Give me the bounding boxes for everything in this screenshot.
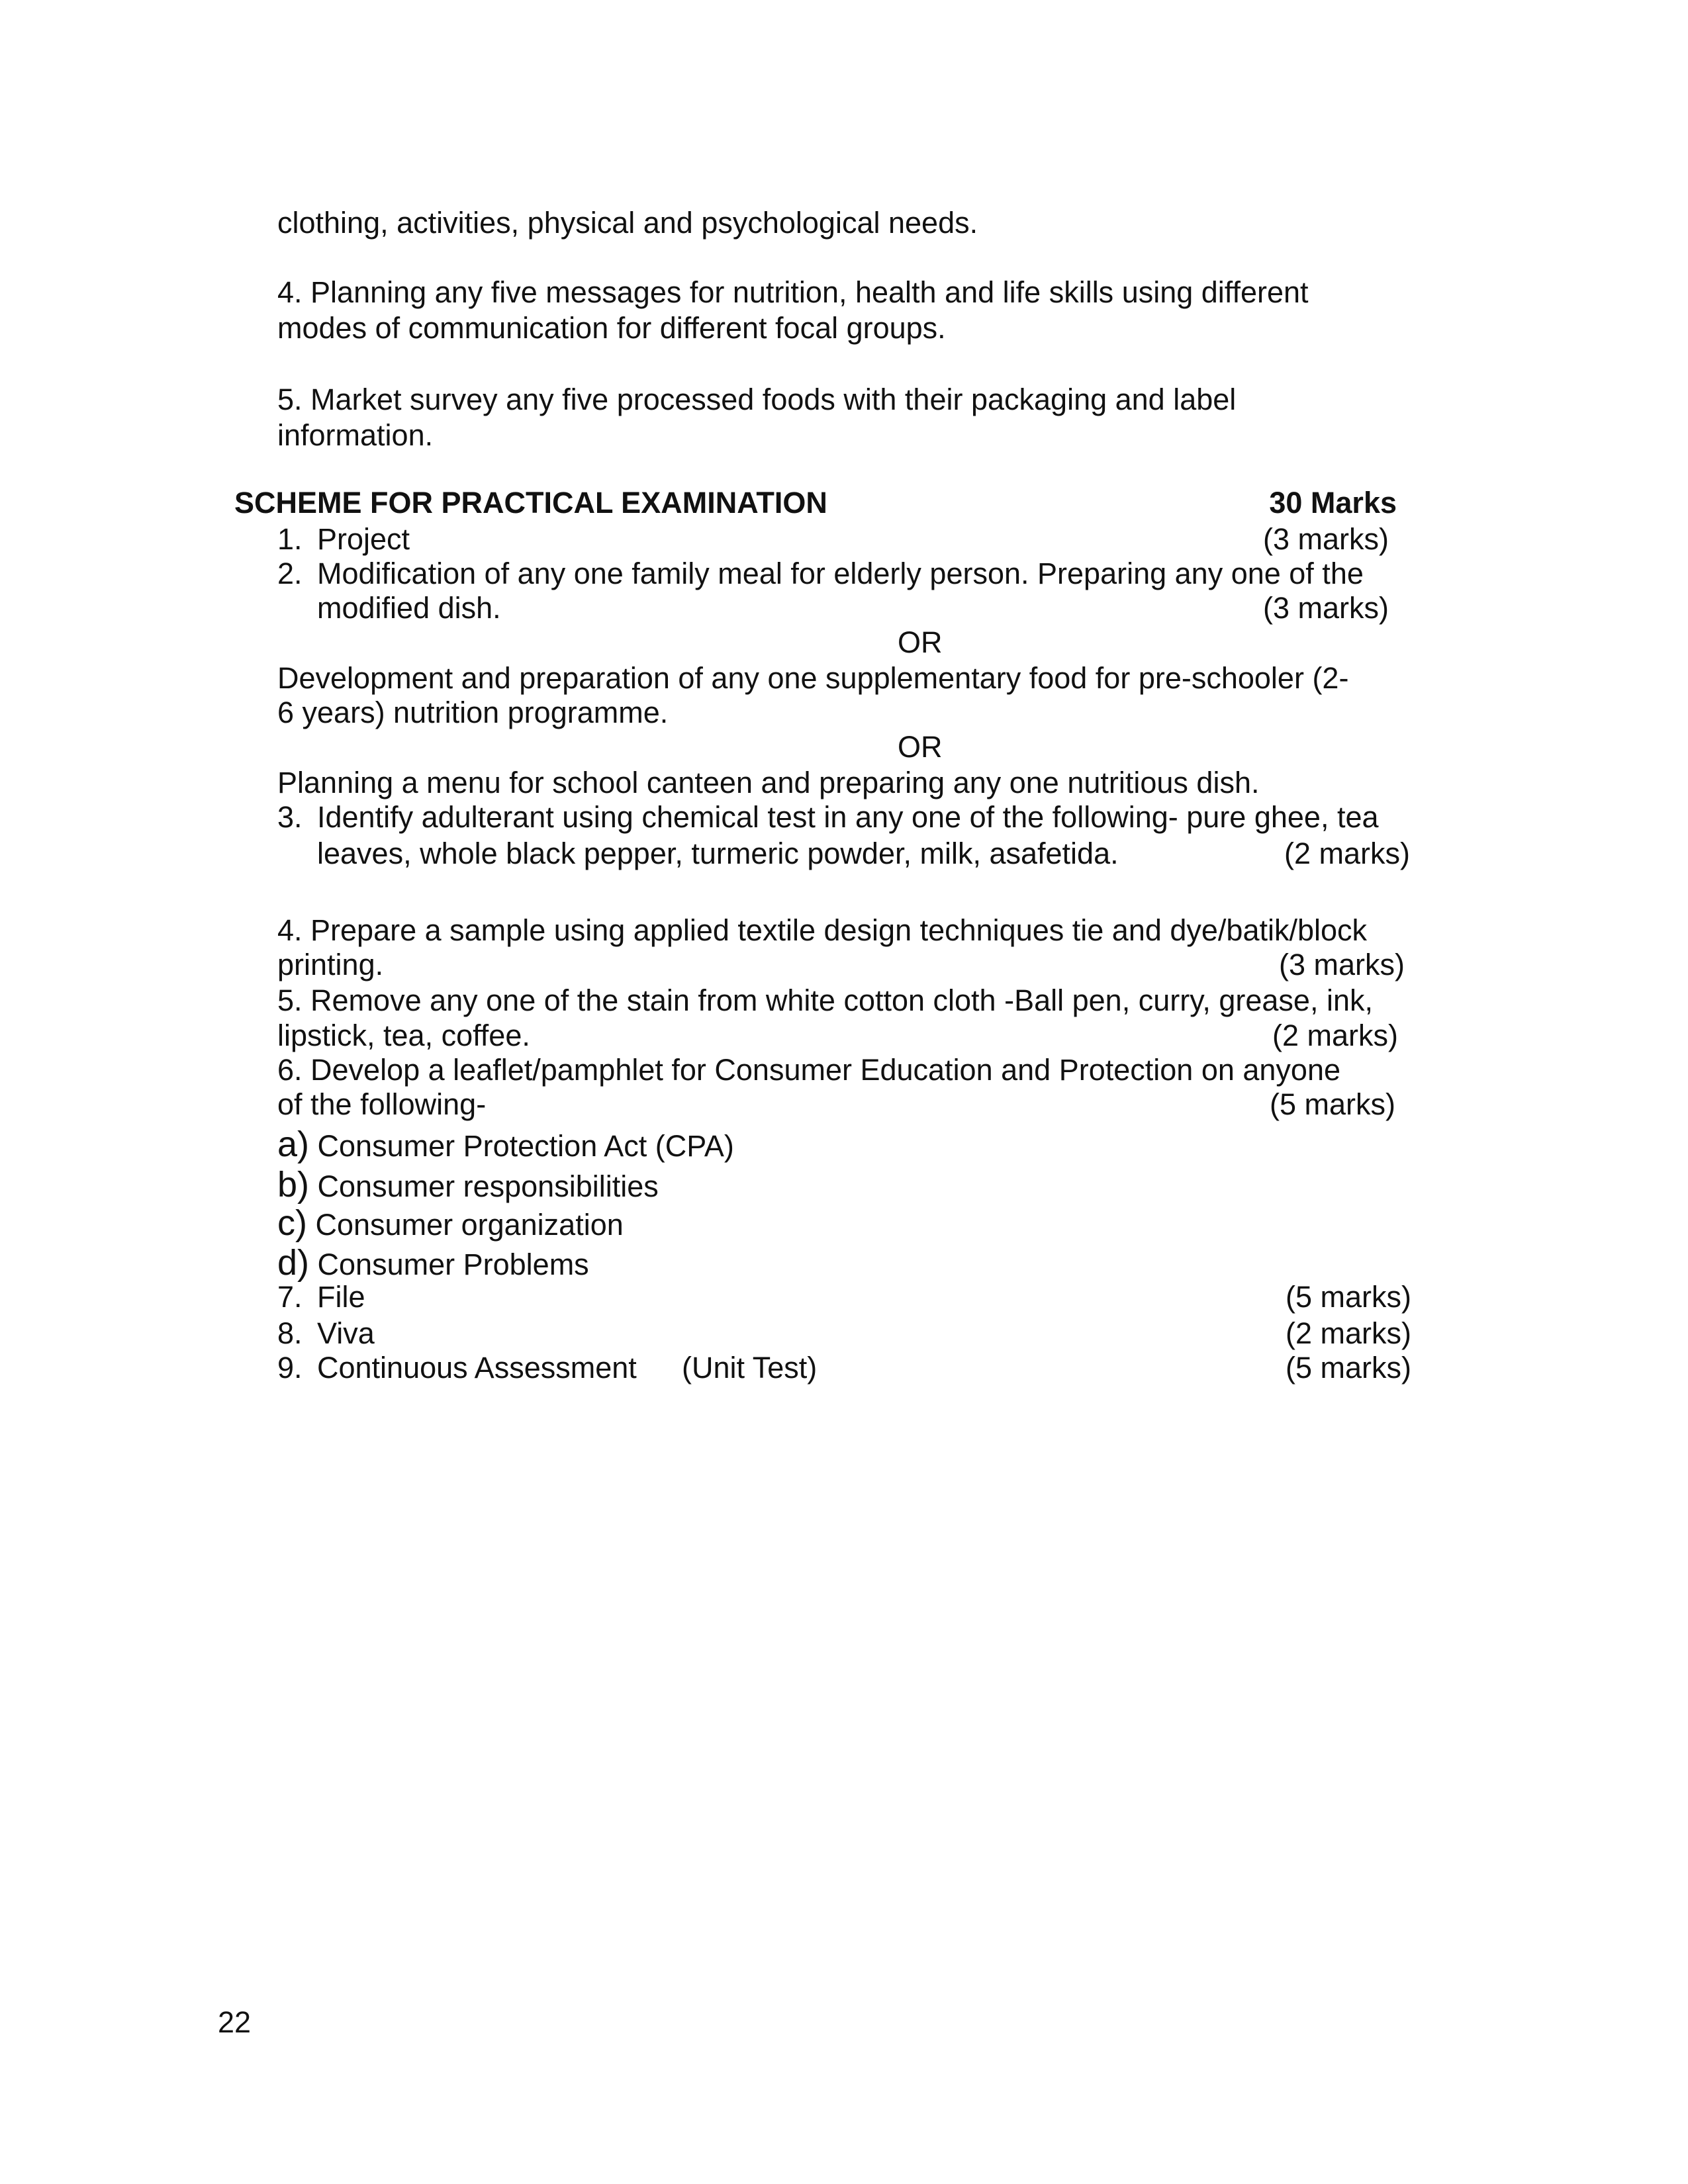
sub-item-text: Consumer Problems [317,1248,589,1281]
sub-item-a [277,1124,734,1164]
item-5-text-cont: lipstick, tea, coffee. [277,1019,530,1052]
item-8-number: 8. [277,1316,303,1350]
sub-item-letter: c) [277,1203,307,1243]
alternative-2: Planning a menu for school canteen and preparing any one nutritious dish. [277,766,1260,799]
sub-item-b [277,1167,659,1204]
item-1-number: 1. [277,522,303,556]
item-5-text: 5. Remove any one of the stain from white cotton cloth -Ball pen, curry, grease, ink, [277,983,1373,1017]
sub-item-text: Consumer Protection Act (CPA) [317,1129,734,1163]
item-9-extra: (Unit Test) [682,1351,818,1385]
sub-item-letter: b) [277,1165,310,1205]
item-8-text: Viva [317,1316,375,1350]
item-2-text: Modification of any one family meal for elderly person. Preparing any one of the [317,557,1364,590]
item-2-number: 2. [277,557,303,590]
sub-item-d [277,1243,589,1283]
intro-item-4-cont: modes of communication for different focal groups. [277,311,946,345]
item-8-marks: (2 marks) [1286,1316,1411,1350]
or-separator: OR [898,730,943,764]
item-3-marks: (2 marks) [1284,837,1410,870]
intro-item-5: 5. Market survey any five processed foods with their packaging and label [277,383,1237,416]
sub-item-letter: d) [277,1243,310,1283]
item-9-marks: (5 marks) [1286,1351,1411,1385]
intro-item-4: 4. Planning any five messages for nutrition, health and life skills using different [277,275,1309,309]
item-6-marks: (5 marks) [1270,1087,1395,1121]
item-1-marks: (3 marks) [1263,522,1389,556]
alternative-1-cont: 6 years) nutrition programme. [277,696,669,729]
intro-line: clothing, activities, physical and psychological needs. [277,206,978,240]
item-6-text: 6. Develop a leaflet/pamphlet for Consumer Education and Protection on anyone [277,1053,1341,1087]
item-7-number: 7. [277,1280,303,1314]
item-3-text-cont: leaves, whole black pepper, turmeric powder, milk, asafetida. [317,837,1119,870]
sub-item-text: Consumer organization [315,1208,624,1242]
item-3-number: 3. [277,800,303,834]
alternative-1: Development and preparation of any one supplementary food for pre-schooler (2- [277,661,1349,695]
or-separator: OR [898,625,943,659]
item-7-marks: (5 marks) [1286,1280,1411,1314]
sub-item-text: Consumer responsibilities [317,1169,659,1203]
section-title: SCHEME FOR PRACTICAL EXAMINATION [234,486,827,520]
item-1-text: Project [317,522,410,556]
intro-item-5-cont: information. [277,418,434,452]
item-9-text: Continuous Assessment [317,1351,637,1385]
total-marks: 30 Marks [1269,486,1397,520]
sub-item-letter: a) [277,1124,310,1164]
item-5-marks: (2 marks) [1272,1019,1398,1052]
item-4-marks: (3 marks) [1279,948,1405,981]
item-9-number: 9. [277,1351,303,1385]
item-4-text-cont: printing. [277,948,384,981]
item-4-text: 4. Prepare a sample using applied textile design techniques tie and dye/batik/block [277,913,1368,947]
item-2-marks: (3 marks) [1263,591,1389,625]
item-2-text-cont: modified dish. [317,591,501,625]
sub-item-c [277,1203,624,1243]
item-7-text: File [317,1280,365,1314]
item-6-text-cont: of the following- [277,1087,487,1121]
item-3-text: Identify adulterant using chemical test in any one of the following- pure ghee, tea [317,800,1379,834]
page-number: 22 [218,2005,252,2039]
